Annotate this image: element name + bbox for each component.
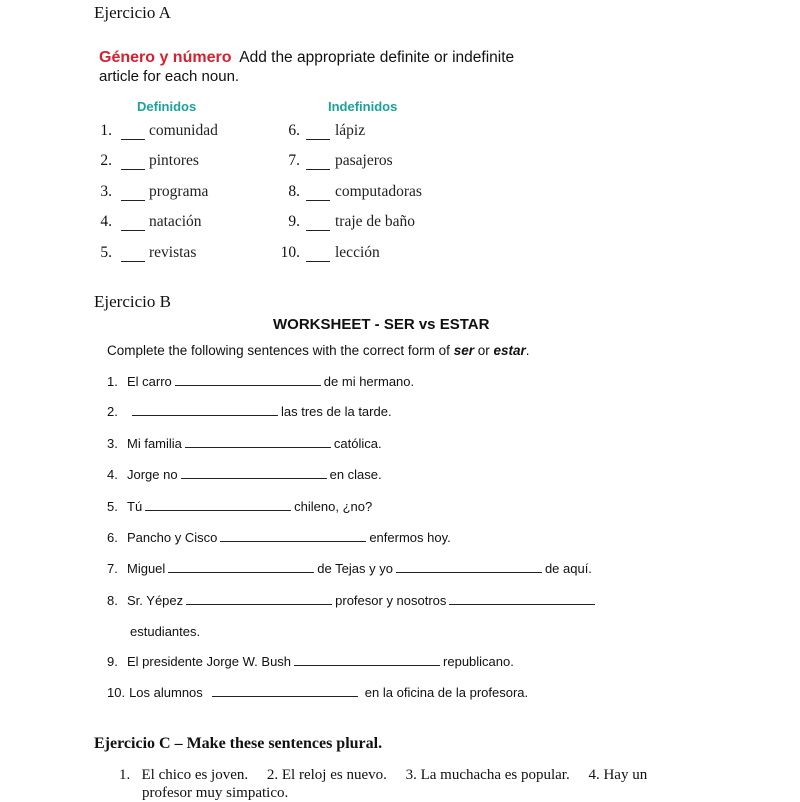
item-text-a: Jorge no [127, 467, 178, 482]
item-number: 3. [100, 183, 112, 200]
item-text-b: republicano. [443, 654, 514, 669]
item-text-b: en la oficina de la profesora. [364, 685, 529, 700]
article-blank[interactable] [121, 200, 145, 201]
ejercicio-c-line-1: 1. El chico es joven. 2. El reloj es nuevo. 3. La muchacha es popular. 4. Hay un [119, 767, 648, 783]
noun: traje de baño [335, 213, 416, 230]
item-number: 8. [288, 183, 300, 200]
item-text-b: de Tejas y yo [317, 561, 393, 576]
noun: programa [149, 183, 209, 200]
genero-numero-label: Género y número [99, 49, 232, 66]
item-text-b: enfermos hoy. [369, 530, 451, 545]
item-number: 7. [107, 561, 118, 576]
ser-estar-item [107, 530, 451, 545]
ser-estar-item [107, 467, 382, 482]
ser-estar-item [107, 436, 382, 451]
item-number: 3. [107, 436, 118, 451]
answer-blank[interactable] [294, 664, 440, 666]
answer-blank[interactable] [132, 414, 278, 416]
article-blank[interactable] [306, 230, 330, 231]
item-text-a: El presidente Jorge W. Bush [127, 654, 292, 669]
answer-blank[interactable] [145, 509, 291, 511]
item-number: 5. [100, 244, 112, 261]
item-number: 5. [107, 499, 118, 514]
item-number: 10. [107, 685, 126, 700]
noun: natación [149, 213, 202, 230]
worksheet-title: WORKSHEET - SER vs ESTAR [273, 316, 490, 333]
ser-estar-item [107, 404, 392, 419]
answer-blank[interactable] [175, 384, 321, 386]
instructions-period: . [525, 343, 530, 358]
item-continuation: estudiantes. [130, 624, 201, 639]
article-blank[interactable] [306, 139, 330, 140]
item-text-c: de aquí. [544, 561, 592, 576]
item-text-b: chileno, ¿no? [294, 499, 373, 514]
ser-estar-item [107, 685, 528, 700]
answer-blank[interactable] [168, 571, 314, 573]
item-number: 4. [107, 467, 118, 482]
item-number: 10. [280, 244, 300, 261]
definidos-header: Definidos [137, 99, 197, 114]
instructions-text: Complete the following sentences with the correct form of [107, 343, 450, 358]
ser-estar-item [107, 561, 592, 576]
item-text-a: El carro [127, 374, 172, 389]
ser-estar-item [107, 374, 414, 389]
answer-blank[interactable] [186, 603, 332, 605]
item-text-a: Sr. Yépez [127, 593, 184, 608]
item-number: 2. [107, 404, 118, 419]
article-blank[interactable] [121, 169, 145, 170]
item-text-b: de mi hermano. [323, 374, 415, 389]
item-number: 6. [107, 530, 118, 545]
answer-blank[interactable] [181, 477, 327, 479]
genero-instruction: Add the appropriate definite or indefinite [239, 49, 515, 66]
noun: pasajeros [335, 152, 393, 169]
item-number: 2. [100, 152, 112, 169]
item-number: 4. [100, 213, 112, 230]
answer-blank[interactable] [396, 571, 542, 573]
answer-blank[interactable] [220, 540, 366, 542]
item-text-a: Mi familia [127, 436, 182, 451]
noun: comunidad [149, 122, 218, 139]
item-number: 8. [107, 593, 118, 608]
noun: revistas [149, 244, 197, 261]
answer-blank[interactable] [212, 695, 358, 697]
item-number: 1. [107, 374, 118, 389]
item-text-a: Los alumnos [129, 685, 203, 700]
item-number: 6. [288, 122, 300, 139]
ser-estar-item [107, 499, 372, 514]
ser-estar-item [107, 593, 598, 608]
item-text-b: profesor y nosotros [335, 593, 447, 608]
answer-blank[interactable] [185, 446, 331, 448]
article-blank[interactable] [306, 169, 330, 170]
article-blank[interactable] [306, 200, 330, 201]
item-text-b: en clase. [329, 467, 382, 482]
ejercicio-c-title: Ejercicio C – Make these sentences plural. [94, 735, 383, 752]
item-number: 9. [288, 213, 300, 230]
item-number: 9. [107, 654, 118, 669]
noun: lápiz [335, 122, 366, 139]
item-text-a: Pancho y Cisco [127, 530, 218, 545]
noun: pintores [149, 152, 199, 169]
genero-instruction-line2: article for each noun. [99, 68, 240, 85]
instructions-or: or [477, 343, 490, 358]
article-blank[interactable] [306, 261, 330, 262]
item-number: 7. [288, 152, 300, 169]
article-blank[interactable] [121, 139, 145, 140]
item-text-a: Tú [127, 499, 143, 514]
ejercicio-a-title: Ejercicio A [94, 3, 171, 22]
answer-blank[interactable] [449, 603, 595, 605]
instructions-estar: estar [493, 343, 526, 358]
genero-numero-heading [99, 49, 514, 67]
ser-estar-item [107, 654, 514, 669]
article-blank[interactable] [121, 261, 145, 262]
article-blank[interactable] [121, 230, 145, 231]
ejercicio-b-title: Ejercicio B [94, 292, 171, 311]
item-text-a: Miguel [127, 561, 166, 576]
item-number: 1. [100, 122, 112, 139]
instructions-ser: ser [453, 343, 474, 358]
item-text-b: las tres de la tarde. [281, 404, 392, 419]
noun: lección [335, 244, 380, 261]
indefinidos-header: Indefinidos [328, 99, 398, 114]
worksheet-instructions [107, 343, 530, 358]
item-text-b: católica. [333, 436, 382, 451]
ejercicio-c-line-2: profesor muy simpatico. [142, 785, 289, 801]
noun: computadoras [335, 183, 422, 200]
